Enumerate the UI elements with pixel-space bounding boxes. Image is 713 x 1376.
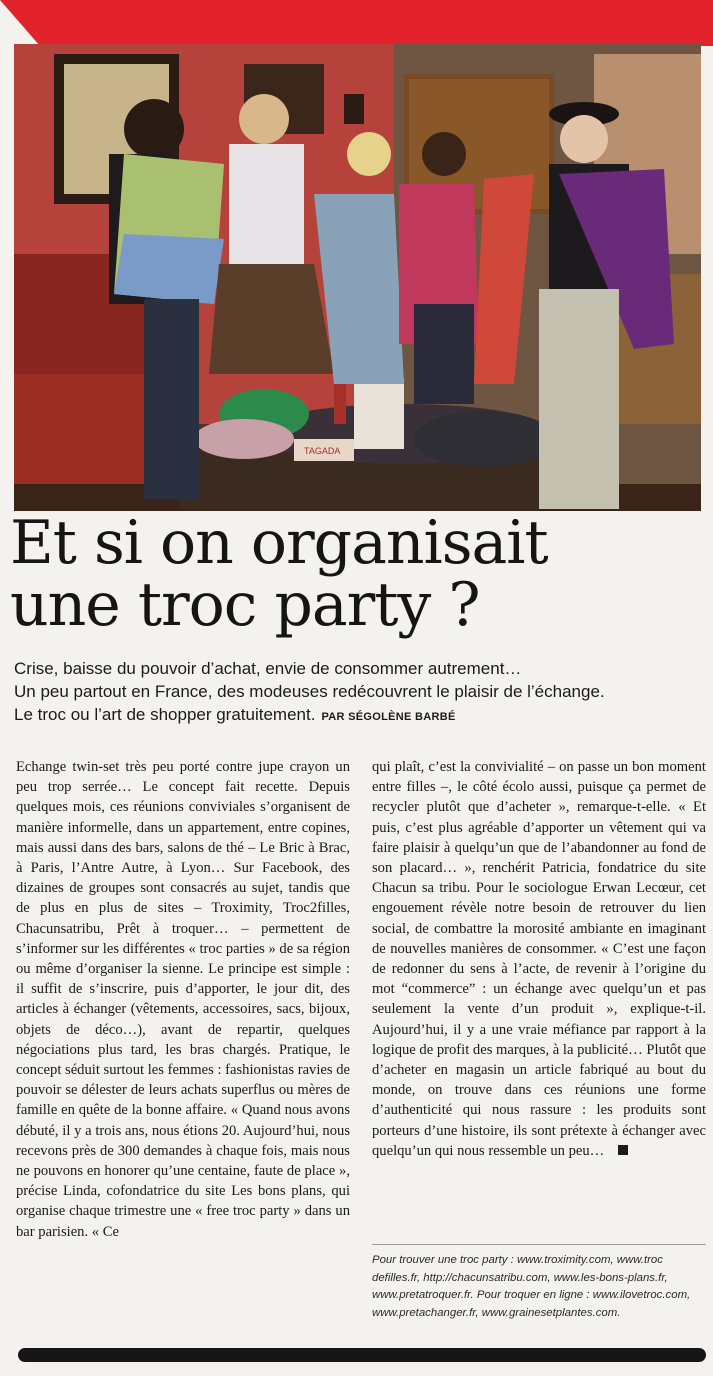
body-text-right: qui plaît, c’est la convivialité – on passe un bon moment entre filles –, le côté écolo aussi, puisque ça permet de recycler plutôt que d’acheter », remarque-t-elle. « Et puis, c’est plus agréable d’apporter un vêtement qui va faire plaisir à quelqu’un que de l’abandonner au fond de son placard… », renchérit Patricia, fondatrice du site Chacun sa tribu. Pour le sociologue Erwan Lecœur, cet engouement révèle notre besoin de retrouver du lien social, de combattre la morosité ambiante en imaginant de nouvelles manières de consommer. « C’est une façon de redonner du sens à l’acte, de revenir à l’origine du mot “commerce” : un échange avec quelqu’un et pas seulement la vente d’un produit », explique-t-il. Aujourd’hui, il y a une vraie méfiance par rapport à la logique de profit des marques, à la publicité… Plutôt que d’acheter en magasin un article fabriqué au bout du monde, on trouve dans ces réunions une forme d’authenticité qui nous rassure : les produits sont porteurs d’une histoire, ils sont prétexte à échanger avec quelqu’un qui nous ressemble un peu… (372, 759, 706, 1159)
article-deck (14, 657, 704, 729)
body-column-right (372, 757, 706, 1161)
article-headline (10, 508, 700, 640)
headline-line-2: une troc party ? (10, 570, 480, 640)
red-header-band (40, 0, 713, 46)
sources-text: Pour trouver une troc party : www.troximity.com, www.troc defilles.fr, http://chacunsatribu.com, www.les-bons-plans.fr, www.pretatroquer.fr. Pour troquer en ligne : www.ilovetroc.com, www.pretachanger.fr, www.grainesetplantes.com. (372, 1254, 691, 1319)
sources-box (372, 1252, 706, 1322)
body-text-left: Echange twin-set très peu porté contre jupe crayon un peu trop serrée… Le concept fait recette. Depuis quelques mois, ces réunions conviviales s’organisent de manière informelle, dans un appartement, entre copines, mais aussi dans des bars, salons de thé – Le Bric à Brac, à Paris, l’Antre Autre, à Lyon… Sur Facebook, des dizaines de groupes sont consacrés au sujet, tandis que de plus en plus de sites – Troximity, Troc2filles, Chacunsatribu, Prêt à troquer… – permettent de s’informer sur les différentes « troc parties » de sa région ou même d’organiser la sienne. Le principe est simple : il suffit de s’inscrire, puis d’apporter, le jour dit, des articles à échanger (vêtements, accessoires, sacs, bijoux, objets de déco…), avant de repartir, quelques négociations plus tard, les bras chargés. Pratique, le concept séduit surtout les femmes : fashionistas ravies de pouvoir se délester de leurs achats superflus ou mères de famille en quête de la bonne affaire. « Quand nous avons débuté, il y a trois ans, nous étions 20. Aujourd’hui, nous recevons près de 300 demandes à chaque fois, mais nous ne pouvons en honorer qu’une centaine, faute de place », précise Linda, cofondatrice du site Les bons plans, qui organise chaque trimestre une « free troc party » dans un bar parisien. « Ce (16, 759, 350, 1240)
article-photo (14, 44, 701, 511)
deck-line-2: Un peu partout en France, des modeuses redécouvrent le plaisir de l’échange. (14, 682, 605, 701)
byline: PAR SÉGOLÈNE BARBÉ (321, 711, 456, 723)
deck-line-1: Crise, baisse du pouvoir d’achat, envie de consommer autrement… (14, 659, 522, 678)
sources-divider (372, 1244, 706, 1245)
headline-line-1: Et si on organisait (10, 508, 548, 578)
bottom-bar (18, 1348, 706, 1362)
deck-line-3 (14, 703, 704, 729)
end-mark (618, 1145, 628, 1155)
deck-line-3-text: Le troc ou l’art de shopper gratuitement. (14, 705, 316, 724)
photo-box-label: TAGADA (304, 446, 341, 456)
body-column-left (16, 757, 350, 1242)
photo-illustration (14, 44, 701, 511)
